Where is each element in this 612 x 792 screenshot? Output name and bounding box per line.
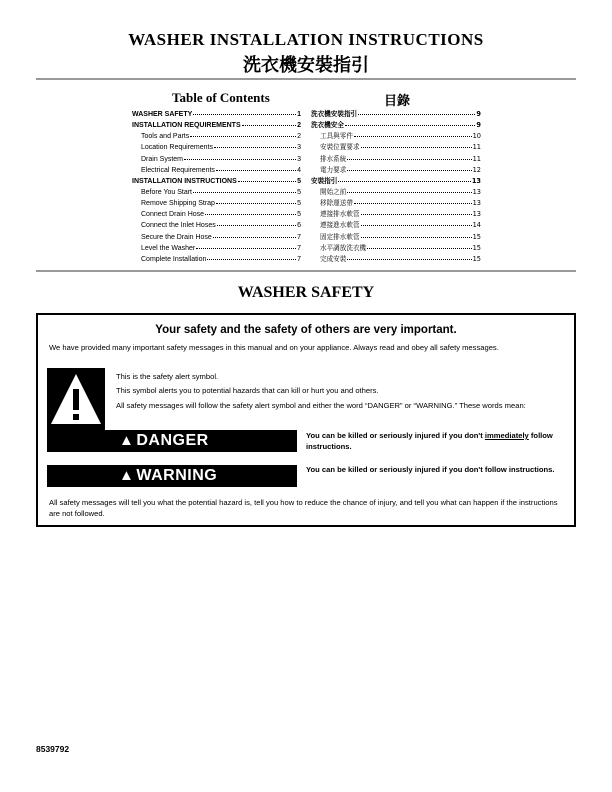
toc-entry-label: WASHER SAFETY — [132, 111, 193, 118]
toc-leader-dots — [184, 152, 296, 160]
safety-footer: All safety messages will tell you what the potential hazard is, tell you how to reduce the chance of injury, and tell you what can happen if the instructions are not followed. — [49, 498, 558, 518]
toc-entry-page: 5 — [297, 211, 301, 219]
toc-leader-dots — [216, 196, 296, 204]
toc-rule — [36, 270, 576, 272]
toc-leader-dots — [205, 207, 296, 215]
toc-entry-label: Drain System — [141, 155, 184, 163]
toc-leader-dots — [347, 152, 471, 160]
toc-entry-label: 工具與零件 — [320, 132, 353, 141]
toc-entry-page: 1 — [297, 111, 301, 118]
box-heading: Your safety and the safety of others are very important. — [155, 324, 457, 336]
toc-entry-label: Level the Washer — [141, 244, 196, 252]
toc-entry-label: INSTALLATION INSTRUCTIONS — [132, 177, 237, 185]
toc-entry-label: 固定排水軟管 — [320, 232, 360, 241]
toc-entry-label: Connect the Inlet Hoses — [141, 222, 216, 230]
toc-leader-dots — [347, 185, 471, 193]
toc-entry-page: 9 — [476, 110, 481, 118]
toc-leader-dots — [193, 185, 296, 193]
toc-leader-dots — [367, 241, 471, 249]
toc-leader-dots — [213, 230, 296, 238]
toc-leader-dots — [193, 107, 296, 115]
toc-entry-label: Connect Drain Hose — [141, 211, 205, 219]
doc-number: 8539792 — [36, 744, 70, 754]
toc-entry-label: Remove Shipping Strap — [141, 200, 215, 208]
toc-leader-dots — [347, 163, 471, 171]
toc-entry-page: 15 — [472, 232, 481, 241]
alert-line3: All safety messages will follow the safety alert symbol and either the word “DANGER” or “WARNING.” These words mean: — [116, 401, 526, 410]
safety-box — [36, 313, 576, 527]
toc-leader-dots — [217, 218, 296, 226]
toc-entry-label: Before You Start — [141, 188, 192, 196]
toc-leader-dots — [361, 218, 472, 226]
toc-entry-page: 10 — [472, 132, 481, 141]
toc-entry-page: 6 — [297, 222, 301, 230]
toc-entry-label: Location Requirements — [141, 144, 213, 152]
toc-leader-dots — [242, 118, 296, 126]
toc-entry-label: Complete Installation — [141, 255, 207, 263]
toc-entry-page: 13 — [472, 187, 481, 196]
toc-entry-label: INSTALLATION REQUIREMENTS — [132, 122, 241, 130]
toc-entry-page: 13 — [472, 210, 481, 219]
header-rule — [36, 78, 576, 80]
toc-leader-dots — [345, 118, 475, 126]
toc-entry-label: 連接排水軟管 — [320, 210, 360, 219]
toc-leader-dots — [196, 241, 296, 249]
toc-entry[interactable] — [132, 253, 301, 264]
toc-entry-label: 洗衣機安全 — [311, 121, 344, 130]
section-title: WASHER SAFETY — [237, 284, 375, 301]
toc-entry-page: 5 — [297, 200, 301, 208]
title-en: WASHER INSTALLATION INSTRUCTIONS — [128, 30, 484, 49]
toc-leader-dots — [190, 129, 296, 137]
toc-entry-page: 2 — [297, 122, 301, 130]
toc-entry-page: 4 — [297, 166, 301, 174]
toc-leader-dots — [358, 107, 475, 115]
toc-entry-label: 開始之前 — [320, 187, 347, 196]
toc-entry-page: 12 — [472, 165, 481, 174]
warning-label: ▲ WARNING — [47, 465, 297, 487]
toc-zh-heading: 目錄 — [384, 94, 411, 109]
toc-entry-label: Secure the Drain Hose — [141, 233, 212, 241]
warning-message: You can be killed or seriously injured if you don't follow instructions. — [306, 465, 555, 474]
toc-entry-page: 7 — [297, 255, 301, 263]
toc-entry-page: 15 — [472, 243, 481, 252]
toc-leader-dots — [361, 230, 472, 238]
toc-entry-page: 7 — [297, 233, 301, 241]
toc-leader-dots — [238, 174, 296, 182]
toc-en-heading: Table of Contents — [172, 90, 270, 105]
toc-entry-page: 9 — [476, 121, 481, 130]
toc-leader-dots — [338, 174, 470, 182]
toc-leader-dots — [354, 129, 472, 137]
toc-leader-dots — [361, 140, 472, 148]
toc-entry-page: 5 — [297, 188, 301, 196]
title-zh: 洗衣機安裝指引 — [243, 55, 369, 76]
toc-leader-dots — [347, 252, 471, 260]
alert-line1: This is the safety alert symbol. — [116, 372, 219, 381]
toc-entry-label: 排水系統 — [320, 154, 347, 163]
toc-entry-label: 移除運送帶 — [320, 199, 353, 208]
toc-entry-page: 5 — [297, 177, 301, 185]
toc-zh — [311, 108, 481, 264]
danger-label: ▲ DANGER — [47, 430, 297, 452]
toc-leader-dots — [207, 252, 296, 260]
toc-leader-dots — [214, 140, 296, 148]
toc-leader-dots — [354, 196, 472, 204]
toc-entry-label: 安裝指引 — [311, 176, 338, 185]
toc-entry-page: 2 — [297, 133, 301, 141]
toc-leader-dots — [361, 207, 472, 215]
toc-entry-label: 連接進水軟管 — [320, 221, 360, 230]
toc-entry-label: Electrical Requirements — [141, 166, 215, 174]
toc-entry-label: Tools and Parts — [141, 133, 190, 141]
toc-entry-page: 15 — [472, 254, 481, 263]
toc-en — [132, 108, 301, 264]
alert-line2: This symbol alerts you to potential hazards that can kill or hurt you and others. — [116, 386, 379, 395]
toc-entry-label: 水平調放洗衣機 — [320, 243, 367, 252]
toc-entry-label: 電力要求 — [320, 165, 347, 174]
toc-entry-page: 13 — [471, 176, 481, 185]
toc-entry-page: 13 — [472, 199, 481, 208]
toc-entry-page: 3 — [297, 144, 301, 152]
toc-entry[interactable] — [311, 253, 481, 264]
toc-entry-page: 11 — [472, 154, 481, 163]
danger-message: You can be killed or seriously injured if you don't immediately follow instructions. — [306, 431, 553, 451]
toc-entry-page: 7 — [297, 244, 301, 252]
toc-entry-page: 3 — [297, 155, 301, 163]
warning-triangle-icon: ▲ — [119, 467, 135, 484]
toc-leader-dots — [216, 163, 296, 171]
toc-entry-page: 14 — [472, 221, 481, 230]
toc-entry-label: 完成安裝 — [320, 254, 347, 263]
toc-entry-label: 洗衣機安裝指引 — [311, 110, 358, 118]
warning-triangle-icon: ▲ — [119, 432, 135, 449]
warning-triangle-icon — [47, 368, 105, 430]
safety-intro: We have provided many important safety messages in this manual and on your appliance. Always read and obey all safety messages. — [49, 343, 499, 352]
toc-entry-label: 安裝位置要求 — [320, 143, 360, 152]
toc-entry-page: 11 — [472, 143, 481, 152]
